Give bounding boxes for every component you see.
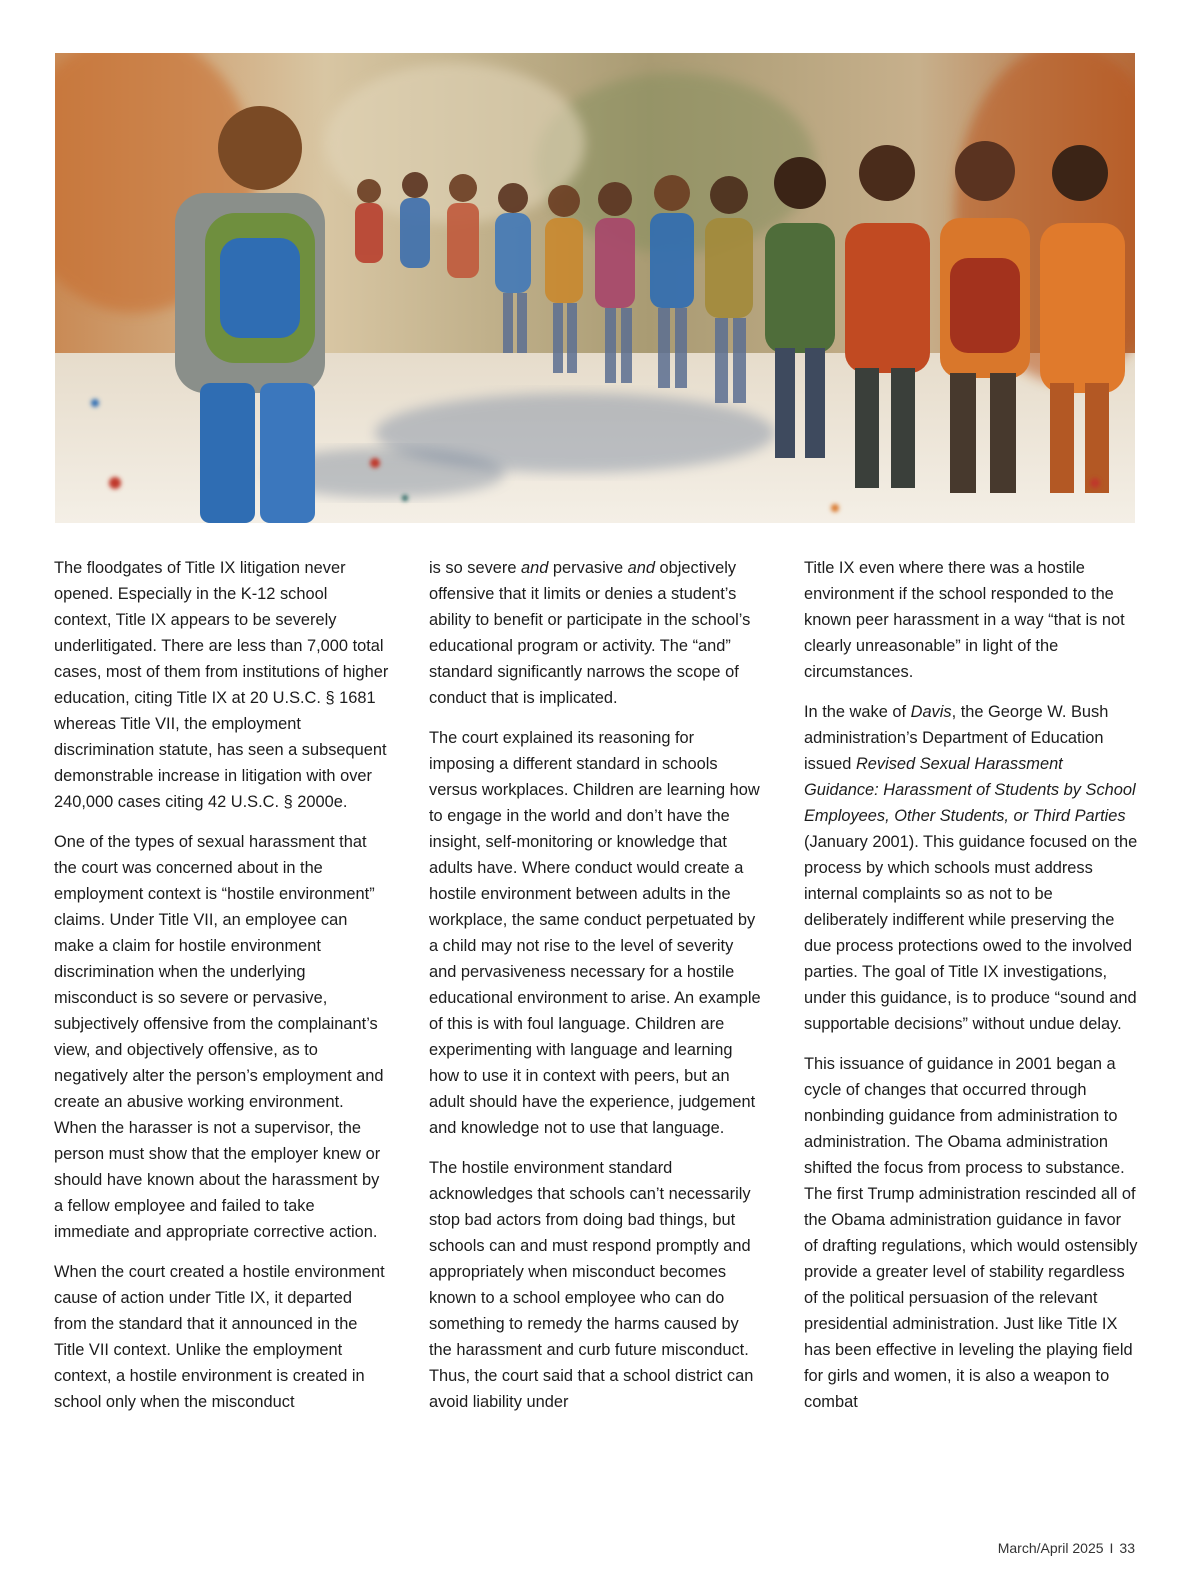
paragraph <box>429 555 764 711</box>
page-number: 33 <box>1119 1540 1135 1556</box>
text-run: In the wake of <box>804 703 911 721</box>
text-run: pervasive <box>548 559 628 577</box>
text-run: , the George W. Bush administration’s Department of Education issued <box>804 703 1109 773</box>
paragraph: The court explained its reasoning for imposing a different standard in schools versus workplaces. Children are learning how to engage in the world and don’t have the insight, self-monitoring or knowledge that adults have. Where conduct would create a hostile environment between adults in the workplace, the same conduct perpetuated by a child may not rise to the level of severity and pervasiveness necessary for a hostile educational environment to arise. An example of this is with foul language. Children are experimenting with language and learning how to use it in context with peers, but an adult should have the experience, judgement and knowledge not to use that language. <box>429 729 761 1137</box>
paragraph: When the court created a hostile environment cause of action under Title IX, it departed from the standard that it announced in the Title VII context. Unlike the employment context, a hostile environment is created in school only when the misconduct <box>54 1263 385 1411</box>
text-run: (January 2001). This guidance focused on the process by which schools must address internal complaints so as not to be deliberately indifferent while preserving the due process protections owed to the involved parties. The goal of Title IX investigations, under this guidance, is to produce “sound and supportable decisions” without undue delay. <box>804 833 1138 1033</box>
guidance-title: Revised Sexual Harassment Guidance: Harassment of Students by School Employees, Other Students, or Third Parties <box>804 755 1136 825</box>
article-column-1 <box>54 555 389 1429</box>
emphasis: and <box>521 559 549 577</box>
text-run: objectively offensive that it limits or denies a student’s ability to benefit or participate in the school’s educational program or activity. The “and” standard significantly narrows the scope of conduct that is implicated. <box>429 559 751 707</box>
page-footer <box>998 1540 1135 1556</box>
text-run: is so severe <box>429 559 522 577</box>
footer-separator: I <box>1109 1540 1114 1556</box>
article-column-3 <box>804 555 1139 1429</box>
paragraph: One of the types of sexual harassment that the court was concerned about in the employment context is “hostile environment” claims. Under Title VII, an employee can make a claim for hostile environment discrimination when the underlying misconduct is so severe or pervasive, subjectively offensive from the complainant’s view, and objectively offensive, as to negatively alter the person’s employment and create an abusive working environment. When the harasser is not a supervisor, the person must show that the employer knew or should have known about the harassment by a fellow employee and failed to take immediate and appropriate corrective action. <box>54 833 384 1241</box>
article-column-2 <box>429 555 764 1429</box>
paragraph: The floodgates of Title IX litigation never opened. Especially in the K-12 school context, Title IX appears to be severely underlitigated. There are less than 7,000 total cases, most of them from institutions of higher education, citing Title IX at 20 U.S.C. § 1681 whereas Title VII, the employment discrimination statute, has seen a subsequent demonstrable increase in litigation with over 240,000 cases citing 42 U.S.C. § 2000e. <box>54 559 389 811</box>
issue-date: March/April 2025 <box>997 1540 1104 1556</box>
watercolor-children-icon <box>55 53 1135 523</box>
emphasis: and <box>627 559 655 577</box>
paragraph: The hostile environment standard acknowledges that schools can’t necessarily stop bad actors from doing bad things, but schools can and must respond promptly and appropriately when misconduct becomes known to a school employee who can do something to remedy the harms caused by the harassment and curb future misconduct. Thus, the court said that a school district can avoid liability under <box>429 1159 754 1411</box>
paragraph: This issuance of guidance in 2001 began a cycle of changes that occurred through nonbinding guidance from administration to administration. The Obama administration shifted the focus from process to substance. The first Trump administration rescinded all of the Obama administration guidance in favor of drafting regulations, which would ostensibly provide a greater level of stability regardless of the political persuasion of the relevant presidential administration. Just like Title IX has been effective in leveling the playing field for girls and women, it is also a weapon to combat <box>804 1055 1138 1411</box>
hero-illustration <box>55 53 1135 523</box>
paragraph <box>804 699 1139 1037</box>
paragraph: Title IX even where there was a hostile environment if the school responded to the known peer harassment in a way “that is not clearly unreasonable” in light of the circumstances. <box>804 559 1125 681</box>
case-name: Davis <box>910 703 952 721</box>
